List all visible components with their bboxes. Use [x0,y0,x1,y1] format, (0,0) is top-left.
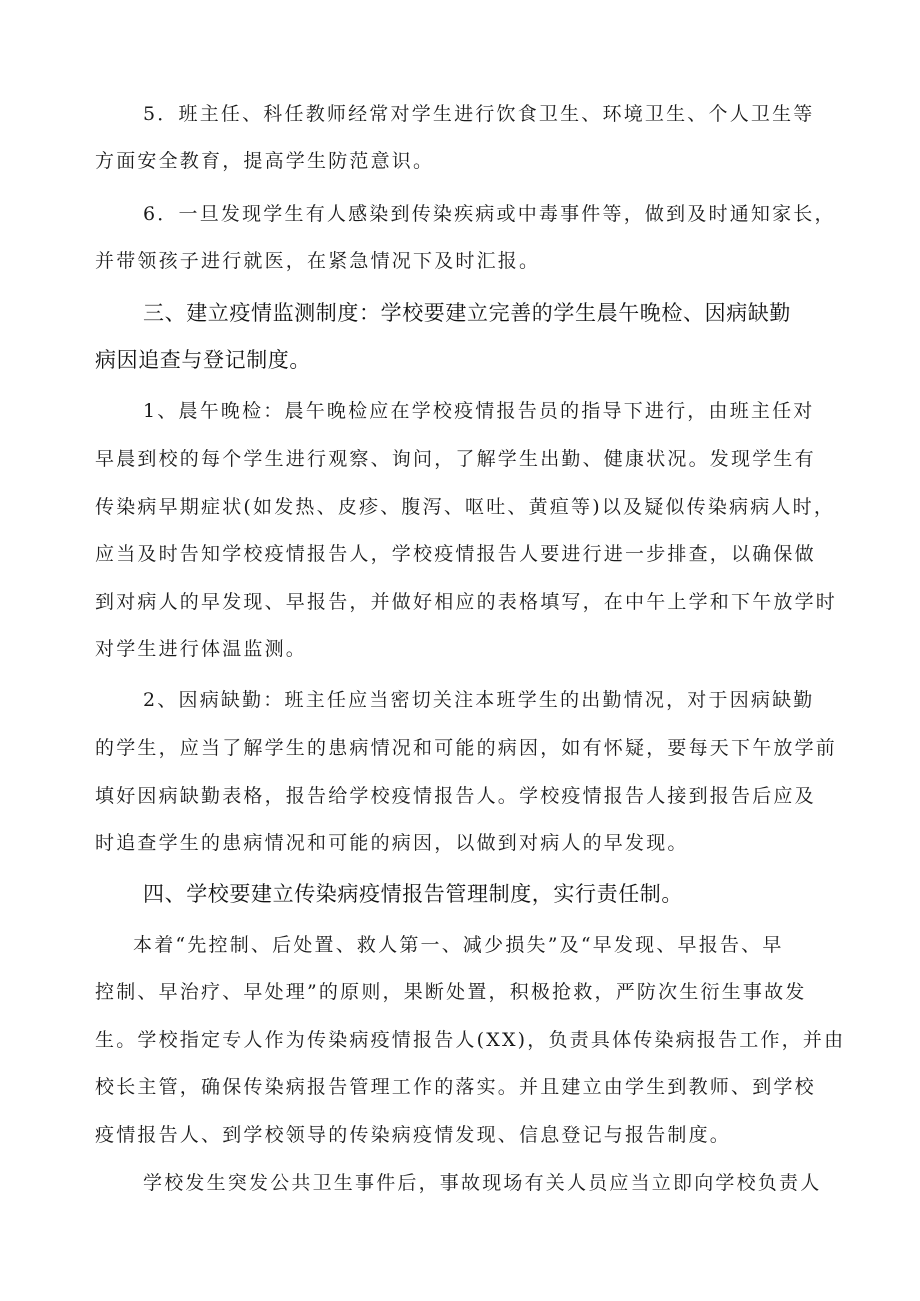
morning-check-line-4: 应当及时告知学校疫情报告人，学校疫情报告人要进行进一步排查，以确保做 [95,543,816,565]
section-4-heading: 四、学校要建立传染病疫情报告管理制度，实行责任制。 [143,882,683,906]
principle-line-5: 疫情报告人、到学校领导的传染病疫情发现、信息登记与报告制度。 [95,1124,732,1146]
section-3-heading-line-1: 三、建立疫情监测制度：学校要建立完善的学生晨午晚检、因病缺勤 [143,301,791,325]
morning-check-line-5: 到对病人的早发现、早报告，并做好相应的表格填写，在中午上学和下午放学时 [95,591,838,613]
paragraph-5-line-2: 方面安全教育，提高学生防范意识。 [95,150,435,172]
paragraph-6-line-1: 6．一旦发现学生有人感染到传染疾病或中毒事件等，做到及时通知家长， [143,203,836,225]
morning-check-line-3: 传染病早期症状(如发热、皮疹、腹泻、呕吐、黄疸等)以及疑似传染病病人时， [95,496,836,518]
emergency-report-line-1: 学校发生突发公共卫生事件后，事故现场有关人员应当立即向学校负责人 [143,1172,822,1194]
paragraph-5-line-1: 5．班主任、科任教师经常对学生进行饮食卫生、环境卫生、个人卫生等 [143,103,815,125]
morning-check-line-6: 对学生进行体温监测。 [95,638,308,660]
morning-check-line-2: 早晨到校的每个学生进行观察、询问，了解学生出勤、健康状况。发现学生有 [95,448,816,470]
morning-check-line-1: 1、晨午晚检：晨午晚检应在学校疫情报告员的指导下进行，由班主任对 [143,400,815,422]
sick-absence-line-1: 2、因病缺勤：班主任应当密切关注本班学生的出勤情况，对于因病缺勤 [143,689,815,711]
principle-line-4: 校长主管，确保传染病报告管理工作的落实。并且建立由学生到教师、到学校 [95,1076,816,1098]
principle-line-2: 控制、早治疗、早处理”的原则，果断处置，积极抢救，严防次生衍生事故发 [95,981,807,1003]
sick-absence-line-2: 的学生，应当了解学生的患病情况和可能的病因，如有怀疑，要每天下午放学前 [95,737,838,759]
sick-absence-line-4: 时追查学生的患病情况和可能的病因，以做到对病人的早发现。 [95,832,689,854]
sick-absence-line-3: 填好因病缺勤表格，报告给学校疫情报告人。学校疫情报告人接到报告后应及 [95,785,816,807]
principle-line-3: 生。学校指定专人作为传染病疫情报告人(XX)，负责具体传染病报告工作，并由 [95,1029,846,1051]
principle-line-1: 本着“先控制、后处置、救人第一、减少损失”及“早发现、早报告、早 [133,934,784,956]
paragraph-6-line-2: 并带领孩子进行就医，在紧急情况下及时汇报。 [95,250,541,272]
section-3-heading-line-2: 病因追查与登记制度。 [95,348,311,372]
